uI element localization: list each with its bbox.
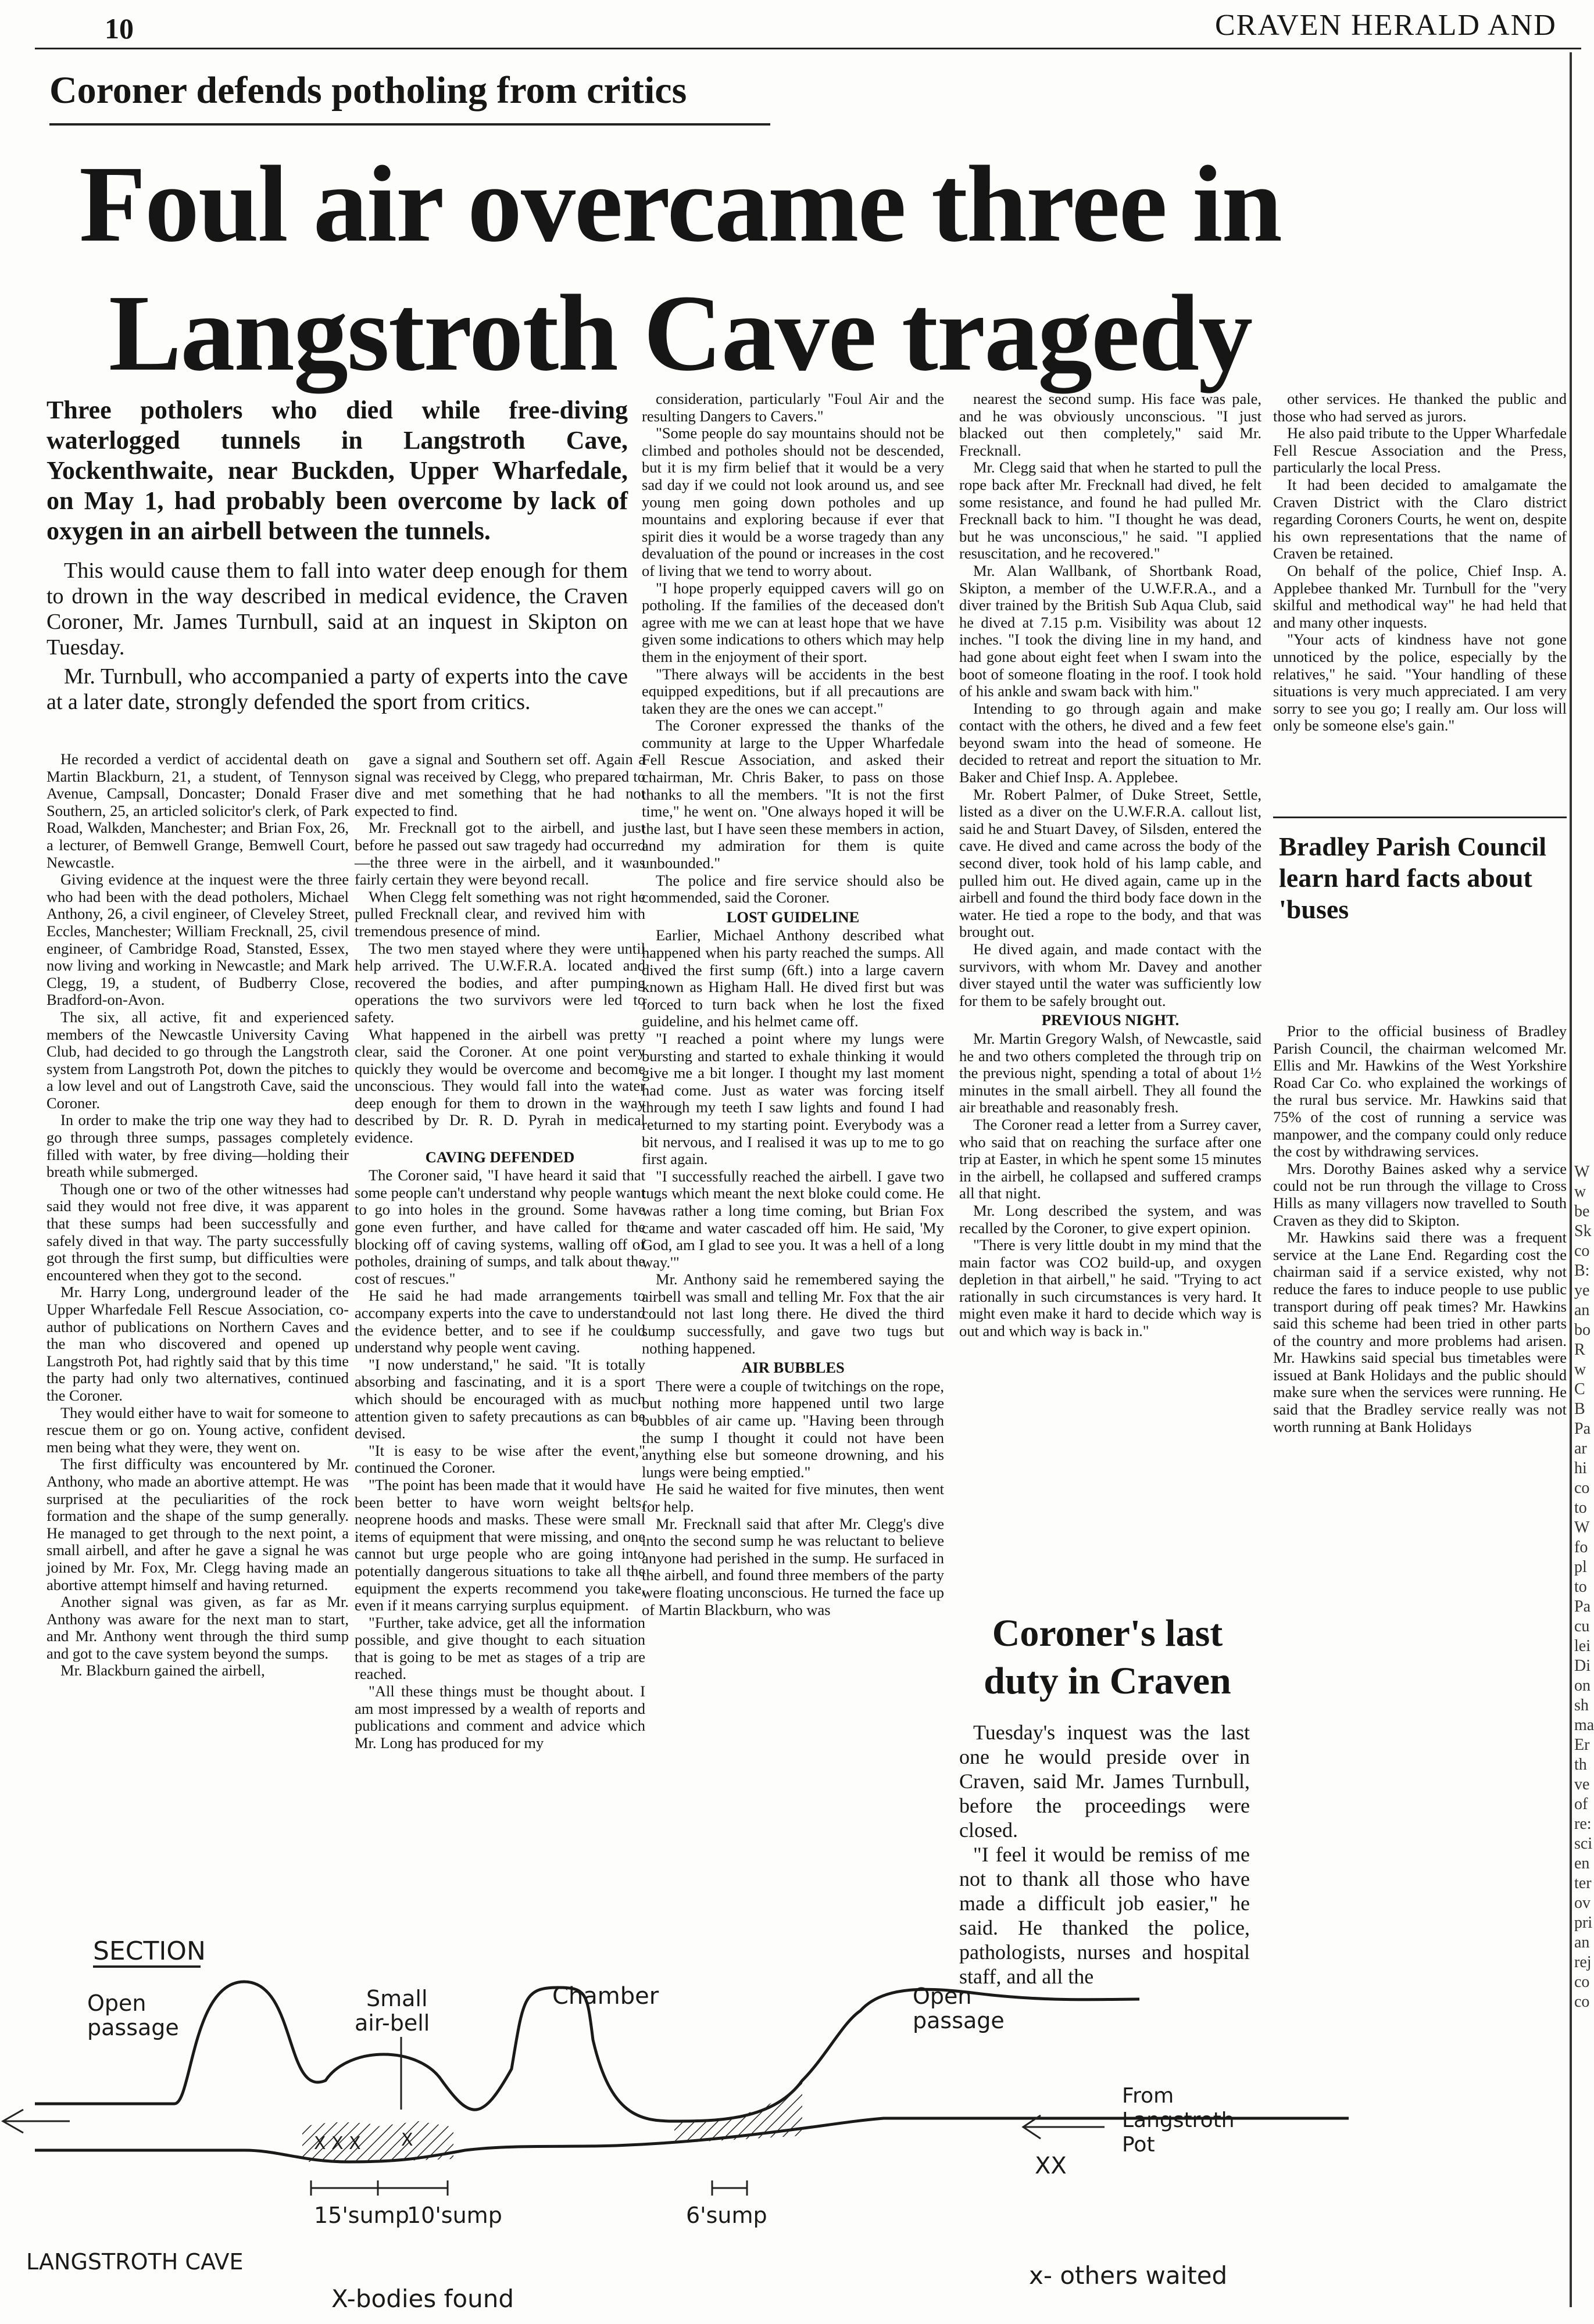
kicker-headline: Coroner defends potholing from critics [49,69,687,112]
exit-arrow [3,2110,70,2133]
page-number: 10 [105,12,134,45]
paragraph: There were a couple of twitchings on the rope, but nothing more happened until two large bubbles of air came up. "Having been through the sump I thought it could not have been anything else but someone drowning, and his lungs were being emptied." [642,1377,944,1481]
body-markers: X X X [314,2133,361,2154]
kicker-rule [49,123,770,126]
paragraph: "There always will be accidents in the best equipped expeditions, but if all precautions are taken they are the ones we can accept." [642,665,944,717]
paragraph: consideration, particularly "Foul Air and the resulting Dangers to Cavers." [642,390,944,425]
paragraph: The two men stayed where they were until help arrived. The U.W.F.R.A. located and recovered the bodies, and after pumping operations the two survivors were led to safety. [355,939,645,1026]
subheading: PREVIOUS NIGHT. [1041,1011,1180,1029]
adjacent-column-fragment: W w be Sk co B: ye an bo R w C B Pa ar hi co to W fo pl to Pa cu lei Di on sh ma Er th ve of re: sci en ter ov pri an rej co co [1574,1163,1594,2011]
article-column-2 [355,751,645,1925]
cave-section-diagram [0,1929,1581,2324]
paragraph: gave a signal and Southern set off. Again a signal was received by Clegg, who prepared to dive and met something that he had not expected to find. [355,750,645,819]
paragraph: "It is easy to be wise after the event," continued the Coroner. [355,1441,645,1477]
paragraph: Intending to go through again and make contact with the others, he dived and a few feet beyond swam into the head of someone. He decided to retreat and report the situation to Mr. Baker and Chief Insp. A. Applebee. [959,699,1261,786]
paragraph: "Some people do say mountains should not be climbed and potholes should not be descended, but it is my firm belief that it would be a very sad day if we could not look around us, and see young men going down potholes and up mountains and exploring because if ever that spirit dies it would be a worse tragedy than any devaluation of the pound or increases in the cost of living that we tend to worry about. [642,424,944,579]
article-column-4 [959,391,1261,1553]
bradley-story [1273,1023,1567,1616]
subheading: CAVING DEFENDED [425,1148,575,1166]
subheading: AIR BUBBLES [741,1359,845,1377]
headline-line-2: Langstroth Cave tragedy [108,272,1252,393]
sump-15ft-label: 15'sump [314,2203,409,2228]
paragraph: They would either have to wait for someone to rescue them or go on. Young active, confident men being what they were, they went on. [47,1403,349,1456]
paragraph: The Coroner read a letter from a Surrey caver, who said that on reaching the surface after one trip at Easter, in which he spent some 15 minutes in the airbell, he collapsed and suffered cramps all that night. [959,1115,1261,1202]
paragraph: "I successfully reached the airbell. I gave two tugs which meant the next bloke could come. He was rather a long time coming, but Brian Fox came and water cascaded off him. He said, 'My God, am I glad to see you. It was a hell of a long way.'" [642,1167,944,1271]
section-rule [1273,817,1567,818]
diagram-title: SECTION [93,1936,206,1966]
headline-line-1: Foul air overcame three in [79,143,1281,264]
paragraph: Another signal was given, as far as Mr. Anthony was aware for the next man to start, and Mr. Anthony went through the third sump and got to the cave system beyond the sumps. [47,1593,349,1662]
paragraph: When Clegg felt something was not right he pulled Frecknall clear, and revived him with tremendous presence of mind. [355,887,645,940]
paragraph: He said he waited for five minutes, then went for help. [642,1480,944,1515]
paragraph: The six, all active, fit and experienced members of the Newcastle University Caving Club, had decided to go through the Langstroth system from Langstroth Pot, down the pitches to a low level and out of Langstroth Cave, said the Coroner. [47,1008,349,1112]
from-pot-label: Pot [1122,2133,1155,2157]
paragraph: "I now understand," he said. "It is totally absorbing and fascinating, and it is a sport which should be encouraged with as much attention given to safety precautions as can be devised. [355,1355,645,1442]
chamber-label: Chamber [552,1983,659,2010]
article-column-1 [47,751,349,1925]
sump-6ft-label: 6'sump [686,2203,767,2228]
others-waited-legend: x- others waited [1029,2261,1228,2290]
paragraph: The Coroner expressed the thanks of the community at large to the Upper Wharfedale Fell Rescue Association, and asked their chairman, Mr. Chris Baker, to pass on those thanks to all the members. "It is not the first time," he went on. "One always hoped it will be the last, but I have seen these members in action, and my admiration for them is quite unbounded." [642,717,944,872]
intro-body [47,558,628,718]
article-column-5 [1273,391,1567,809]
paragraph: "I feel it would be remiss of me not to thank all those who have made a difficult job easier," he said. He thanked the police, pathologists, nurses and hospital staff, and all the [959,1843,1250,1988]
paragraph: Mr. Frecknall said that after Mr. Clegg's dive into the second sump he was reluctant to believe anyone had perished in the sump. He surfaced in the airbell, and found three members of the party were floating unconscious. He turned the face up of Martin Blackburn, who was [642,1514,944,1618]
sump-10ft-label: 10'sump [407,2203,502,2228]
open-passage-left-label: Open [87,1990,146,2016]
paragraph: In order to make the trip one way they had to go through three sumps, passages completely filled with water, by free diving—holding their breath while submerged. [47,1111,349,1181]
open-passage-right-label: passage [913,2008,1005,2033]
paragraph: "Your acts of kindness have not gone unnoticed by the police, especially by the relatives," he said. "Your handling of these situations is very much appreciated. I am very sorry to see you go; I really am. Our loss will only be someone else's gain." [1273,631,1567,735]
paragraph: Though one or two of the other witnesses had said they would not free dive, it was apparent that these sumps had been successfully and safely dived in that way. The party successfully got through the first sump, but difficulties were encountered when they got to the second. [47,1180,349,1284]
paragraph: other services. He thanked the public and those who had served as jurors. [1273,390,1567,425]
paragraph: The first difficulty was encountered by Mr. Anthony, who made an abortive attempt. He was surprised at the peculiarities of the rock formation and the shape of the sump generally. He managed to get through to the next point, a small airbell, and after he gave a signal he was joined by Mr. Fox, Mr. Clegg having made an abortive attempt himself and having returned. [47,1455,349,1594]
paragraph: What happened in the airbell was pretty clear, said the Coroner. At one point very quickly they would be overcome and become unconscious. They would fall into the water deep enough for them to drown in the way described by Dr. R. D. Pyrah in medical evidence. [355,1025,645,1147]
paragraph: Mr. Frecknall got to the airbell, and just before he passed out saw tragedy had occurred—the three were in the airbell, and it was fairly certain they were beyond recall. [355,819,645,889]
subheading: LOST GUIDELINE [726,908,860,926]
from-pot-label: Langstroth [1122,2108,1235,2132]
paragraph: Mr. Alan Wallbank, of Shortbank Road, Skipton, a member of the U.W.F.R.A., and a diver trained by the British Sub Aqua Club, said he dived at 7.15 p.m. Visibility was about 12 inches. "I took the diving line in my hand, and had gone about eight feet when I swam into the boot of someone floating in the roof. I took hold of his ankle and swam back with him." [959,561,1261,700]
main-headline [47,139,1314,398]
paragraph: "I hope properly equipped cavers will go on potholing. If the families of the deceased don't agree with me we can at least hope that we have given some indications to others which may help them in the enjoyment of their sport. [642,579,944,665]
small-air-bell-label: air-bell [355,2010,430,2036]
paragraph: Mr. Martin Gregory Walsh, of Newcastle, said he and two others completed the through trip on the previous night, spending a total of about 1½ minutes in the small airbell. They all found the air breathable and reasonably fresh. [959,1029,1261,1116]
small-air-bell-label: Small [366,1986,428,2011]
last-duty-story [959,1720,1250,1988]
article-column-3 [642,391,944,1925]
paragraph: "Further, take advice, get all the information possible, and give thought to each situation that is going to be met as stages of a trip are reached. [355,1613,645,1683]
paragraph: "I reached a point where my lungs were bursting and started to exhale thinking it would give me a bit longer. I thought my last moment had come. Just as water was forcing itself through my teeth I saw lights and found I had returned to my starting point. Everybody was a bit nervous, and I realised it was up to me to go first again. [642,1029,944,1168]
paragraph: Mr. Anthony said he remembered saying the airbell was small and telling Mr. Fox that the air could not last long there. He dived the third sump successfully, and gave two tugs but nothing happened. [642,1270,944,1357]
waiting-marker: XX [1035,2153,1067,2179]
from-pot-label: From [1122,2084,1174,2108]
paragraph: Mr. Blackburn gained the airbell, [60,1661,265,1680]
paragraph: "The point has been made that it would have been better to have worn weight belts, neoprene hoods and masks. These were small items of equipment that were missing, and one cannot but urge people who are going into potentially dangerous situations to take all the equipment the experts recommend you take, even if it means carrying surplus equipment. [355,1476,645,1614]
open-passage-left-label: passage [87,2015,179,2040]
paragraph: He dived again, and made contact with the survivors, with whom Mr. Davey and another diver stayed until the water was sufficiently low for them to be safely brought out. [959,940,1261,1009]
paragraph: Mr. Clegg said that when he started to pull the rope back after Mr. Frecknall had dived, he felt some resistance, and found he had pulled Mr. Frecknall back to him. "I thought he was dead, but he was unconscious," he said. "I applied resuscitation, and he recovered." [959,459,1261,563]
paragraph: It had been decided to amalgamate the Craven District with the Claro district regarding Coroners Courts, he went on, despite his own representations that the name of Craven be retained. [1273,475,1567,563]
body-marker: X [401,2130,413,2150]
paragraph: Mrs. Dorothy Baines asked why a service could not be run through the village to Cross Hills as many villagers now travelled to South Craven as they did to Skipton. [1273,1159,1567,1229]
paragraph: nearest the second sump. His face was pale, and he was obviously unconscious. "I just blacked out then completely," said Mr. Frecknall. [959,390,1261,459]
paragraph: On behalf of the police, Chief Insp. A. Applebee thanked Mr. Turnbull for the "very skilful and methodical way" he had held that and many other inquests. [1273,561,1567,631]
intro-paragraph: This would cause them to fall into water deep enough for them to drown in the way described in medical evidence, the Craven Coroner, Mr. James Turnbull, said at an inquest in Skipton on Tuesday. [47,558,628,660]
paragraph: He also paid tribute to the Upper Wharfedale Fell Rescue Association and the Press, particularly the local Press. [1273,424,1567,477]
newspaper-masthead: CRAVEN HERALD AND [1215,9,1557,42]
open-passage-right-label: Open [913,1983,972,2009]
intro-paragraph: Mr. Turnbull, who accompanied a party of experts into the cave at a later date, strongly defended the sport from critics. [47,664,628,714]
paragraph: Prior to the official business of Bradley Parish Council, the chairman welcomed Mr. Ellis and Mr. Hawkins of the West Yorkshire Road Car Co. who explained the workings of the rural bus service. Mr. Hawkins said that 75% of the cost of running a service was manpower, and the company could only reduce the cost by withdrawing services. [1273,1022,1567,1161]
cave-name-label: LANGSTROTH CAVE [26,2249,244,2275]
paragraph: Mr. Long described the system, and was recalled by the Coroner, to give expert opinion. [959,1201,1261,1237]
paragraph: Mr. Harry Long, underground leader of the Upper Wharfedale Fell Rescue Association, co-author of publications on Northern Caves and the man who discovered and opened up Langstroth Pot, had rightly said that by this time the party had only two alternatives, continued the Coroner. [47,1283,349,1404]
paragraph: Mr. Robert Palmer, of Duke Street, Settle, listed as a diver on the U.W.F.R.A. callout list, said he and Stuart Davey, of Silsden, entered the cave. He dived and came across the body of the second diver, took hold of his lamp cable, and pulled him out. He dived again, came up in the airbell and found the third body face down in the water. He tied a rope to the body, and that was brought out. [959,785,1261,941]
paragraph: He said he had made arrangements to accompany experts into the cave to understand the evidence better, and to see if he could understand why people went caving. [355,1287,645,1356]
bradley-headline: Bradley Parish Council learn hard facts about 'buses [1279,832,1547,924]
paragraph: Tuesday's inquest was the last one he would preside over in Craven, said Mr. James Turnbull, before the proceedings were closed. [959,1721,1250,1842]
paragraph: The police and fire service should also be commended, said the Coroner. [642,871,944,907]
paragraph: "All these things must be thought about. I am most impressed by a wealth of reports and publications and comment and advice which Mr. Long has produced for my [355,1682,645,1752]
paragraph: The Coroner said, "I have heard it said that some people can't understand why people want to go into holes in the ground. Some have gone even further, and have called for the blocking off of caving systems, walling off of potholes, draining of sumps, and talk about the cost of rescues." [355,1166,645,1287]
paragraph: He recorded a verdict of accidental death on Martin Blackburn, 21, a student, of Tennyson Avenue, Campsall, Doncaster; Donald Fraser Southern, 25, an articled solicitor's clerk, of Park Road, Walkden, Manchester; and Brian Fox, 26, a lecturer, of Bemwell Grange, Bemwell Court, Newcastle. [47,750,349,871]
top-rule [35,48,1581,49]
bodies-found-legend: X-bodies found [331,2284,514,2313]
paragraph: Earlier, Michael Anthony described what happened when his party reached the sumps. All dived the first sump (6ft.) into a large cavern known as Higham Hall. He dived first but was forced to turn back when he lost the fixed guideline, and his helmet came off. [642,926,944,1030]
last-duty-headline: Coroner's last duty in Craven [984,1612,1231,1702]
paragraph: Giving evidence at the inquest were the three who had been with the dead potholers, Michael Anthony, 26, a civil engineer, of Cleveley Street, Eccles, Manchester; William Frecknall, 25, civil engineer, of Cambridge Road, Stansted, Essex, now living and working in Newcastle; and Mark Clegg, 19, a student, of Budberry Close, Bradford-on-Avon. [47,871,349,1009]
paragraph: Mr. Hawkins said there was a frequent service at the Lane End. Regarding cost the chairman said if a service existed, why not reduce the fares to induce people to use public transport during off peak times? Mr. Hawkins said this scheme had been tried in other parts of the country and more problems had arisen. Mr. Hawkins said special bus timetables were issued at Bank Holidays and the public should make sure when the services were running. He said that the Bradley service really was not worth running at Bank Holidays [1273,1229,1567,1435]
intro-lead: Three potholers who died while free-diving waterlogged tunnels in Langstroth Cave, Yockenthwaite, near Buckden, Upper Wharfedale, on May 1, had probably been overcome by lack of oxygen in an airbell between the tunnels. [47,396,628,545]
paragraph: "There is very little doubt in my mind that the main factor was CO2 build-up, and oxygen depletion in that airbell," he said. "Trying to act rationally in such circumstances is very hard. It might even make it hard to decide which way is out and which way is back in." [959,1236,1261,1340]
sump-6ft [674,2082,802,2143]
